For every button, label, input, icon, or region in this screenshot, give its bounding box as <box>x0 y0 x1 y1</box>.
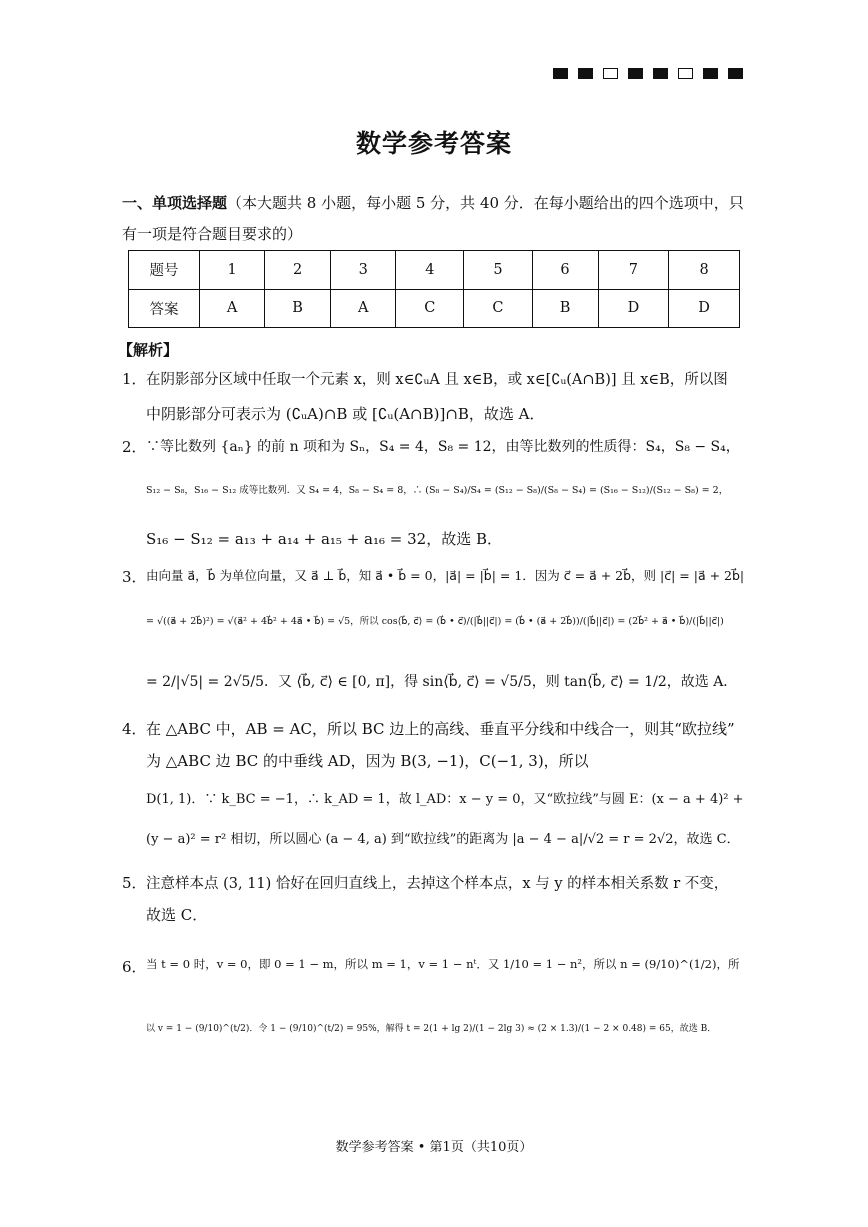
solution-number: 2． <box>122 438 147 456</box>
solution-number: 5． <box>122 874 147 892</box>
answer-cell: C <box>464 289 532 328</box>
answer-cell: D <box>598 289 669 328</box>
answer-cell: B <box>265 289 331 328</box>
answer-cell: A <box>331 289 396 328</box>
solution-line: 在 △ABC 中，AB = AC，所以 BC 边上的高线、垂直平分线和中线合一，则其“欧拉线” <box>146 720 735 738</box>
question-number: 3 <box>331 251 396 290</box>
solution-number: 4． <box>122 720 147 738</box>
answer-cell: C <box>396 289 464 328</box>
analysis-label: 【解析】 <box>118 341 179 359</box>
mark-hollow <box>603 68 618 79</box>
solution-number: 1． <box>122 370 147 388</box>
solution-line: 以 v = 1 − (9/10)^(t/2)．令 1 − (9/10)^(t/2) = 95%，解得 t = 2(1 + lg 2)/(1 − 2lg 3) ≈ (2 × 1.3)/(1 − 2 × 0.48) = 65，故选 B． <box>146 1024 717 1034</box>
solution-line: 故选 C． <box>146 906 208 924</box>
page-title: 数学参考答案 <box>355 129 512 158</box>
section-heading <box>122 188 750 250</box>
answer-cell: D <box>669 289 740 328</box>
solution-line: = √((a⃗ + 2b⃗)²) = √(a⃗² + 4b⃗² + 4a⃗ • b⃗) = √5，所以 cos⟨b⃗, c⃗⟩ = (b⃗ • c⃗)/(|b⃗||c⃗|) = (b⃗ • (a⃗ + 2b⃗))/(|b⃗||c⃗|) = (2b⃗² + a⃗ • b⃗)/(|b⃗||c⃗|) <box>146 616 724 627</box>
solution-line: 注意样本点 (3, 11) 恰好在回归直线上，去掉这个样本点，x 与 y 的样本相关系数 r 不变， <box>146 876 729 892</box>
solution-line: 当 t = 0 时，v = 0，即 0 = 1 − m，所以 m = 1，v = 1 − nᵗ．又 1/10 = 1 − n²，所以 n = (9/10)^(1/2)，所 <box>146 957 740 971</box>
mark-filled <box>653 68 668 79</box>
solution-line: 由向量 a⃗，b⃗ 为单位向量，又 a⃗ ⊥ b⃗，知 a⃗ • b⃗ = 0，|a⃗| = |b⃗| = 1．因为 c⃗ = a⃗ + 2b⃗，则 |c⃗| = |a⃗ + 2b⃗| <box>146 568 745 583</box>
row-label: 答案 <box>129 289 200 328</box>
solution-line: D(1, 1)．∵ k_BC = −1，∴ k_AD = 1，故 l_AD：x − y = 0，又“欧拉线”与圆 E：(x − a + 4)² + <box>146 792 744 807</box>
mark-filled <box>553 68 568 79</box>
solution-number: 6． <box>122 958 147 976</box>
question-number: 1 <box>200 251 265 290</box>
solution-line: (y − a)² = r² 相切，所以圆心 (a − 4, a) 到“欧拉线”的距离为 |a − 4 − a|/√2 = r = 2√2，故选 C． <box>146 832 740 847</box>
solution-line: 为 △ABC 边 BC 的中垂线 AD，因为 B(3, −1)，C(−1, 3)，所以 <box>146 752 589 770</box>
answer-cell: B <box>532 289 598 328</box>
page-footer: 数学参考答案 • 第1页（共10页） <box>335 1140 533 1155</box>
mark-filled <box>628 68 643 79</box>
solution-number: 3． <box>122 568 147 586</box>
solution-line: S₁₆ − S₁₂ = a₁₃ + a₁₄ + a₁₅ + a₁₆ = 32，故选 B． <box>146 530 502 548</box>
question-number: 7 <box>598 251 669 290</box>
solution-line: = 2/|√5| = 2√5/5．又 ⟨b⃗, c⃗⟩ ∈ [0, π]，得 sin⟨b⃗, c⃗⟩ = √5/5，则 tan⟨b⃗, c⃗⟩ = 1/2，故选 A． <box>146 674 738 690</box>
question-number: 6 <box>532 251 598 290</box>
solution-line: S₁₂ − S₈，S₁₆ − S₁₂ 成等比数列．又 S₄ = 4，S₈ − S₄ = 8，∴ (S₈ − S₄)/S₄ = (S₁₂ − S₈)/(S₈ − S₄) = (S₁₆ − S₁₂)/(S₁₂ − S₈) = 2， <box>146 485 729 496</box>
header-marks <box>553 68 743 79</box>
table-row-numbers <box>129 251 740 290</box>
answer-cell: A <box>200 289 265 328</box>
solution-line: ∵等比数列 {aₙ} 的前 n 项和为 Sₙ，S₄ = 4，S₈ = 12，由等比数列的性质得：S₄，S₈ − S₄， <box>146 439 740 455</box>
row-label: 题号 <box>129 251 200 290</box>
mark-filled <box>578 68 593 79</box>
mark-filled <box>728 68 743 79</box>
question-number: 8 <box>669 251 740 290</box>
question-number: 2 <box>265 251 331 290</box>
solution-line: 在阴影部分区域中任取一个元素 x，则 x∈∁ᵤA 且 x∈B，或 x∈[∁ᵤ(A∩B)] 且 x∈B，所以图 <box>146 372 728 388</box>
section-description: （本大题共 8 小题，每小题 5 分，共 40 分．在每小题给出的四个选项中，只有一项是符合题目要求的） <box>122 194 744 243</box>
answer-table <box>128 250 740 328</box>
section-title: 一、单项选择题 <box>122 194 228 212</box>
question-number: 5 <box>464 251 532 290</box>
mark-filled <box>703 68 718 79</box>
mark-hollow <box>678 68 693 79</box>
solution-line: 中阴影部分可表示为 (∁ᵤA)∩B 或 [∁ᵤ(A∩B)]∩B，故选 A． <box>146 405 545 423</box>
question-number: 4 <box>396 251 464 290</box>
table-row-answers <box>129 289 740 328</box>
